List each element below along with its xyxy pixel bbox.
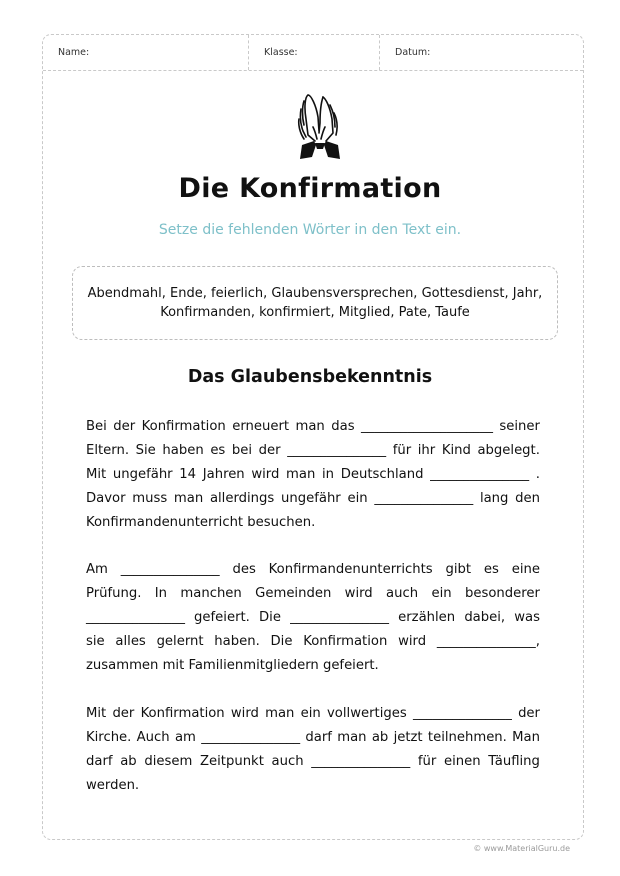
word: eine [511,562,540,577]
word: Konfirmation [141,419,226,434]
blank-field[interactable]: _______________ [201,730,301,745]
word: abgelegt. [477,443,540,458]
text-paragraph [86,415,540,535]
text-line [86,415,540,439]
praying-hands-icon [294,91,346,163]
word: ein [300,706,321,721]
word: In [154,586,168,601]
text-line [86,511,540,535]
word: für [392,443,412,458]
word: besonderer [464,586,540,601]
name-label: Name: [58,47,90,58]
word: Konfirmation [140,706,225,721]
word: ein [347,491,368,506]
word: Kind [441,443,471,458]
word: man [286,467,316,482]
word: seiner [499,419,540,434]
text-line [86,702,540,726]
word: Davor [86,491,126,506]
word: Prüfung. [86,586,142,601]
word: Konfirmation [303,634,388,649]
word: Zeitpunkt [199,754,264,769]
word: zusammen mit Familienmitgliedern gefeiert. [86,658,379,673]
word: manchen [180,586,242,601]
word: ungefähr [281,491,341,506]
word: in [322,467,335,482]
word: Auch [136,730,170,745]
word: wird [251,467,280,482]
date-label: Datum: [395,47,431,58]
word: wird [398,634,427,649]
word: alles [115,634,146,649]
word: Jahren [202,467,245,482]
word: den [515,491,540,506]
word: lang [479,491,509,506]
text-line [86,463,540,487]
blank-field[interactable]: _______________ [120,562,220,577]
word: ein [431,586,452,601]
word: Kirche. [86,730,132,745]
text-line [86,654,540,678]
word: haben [162,443,204,458]
word: man [337,730,367,745]
text-line [86,487,540,511]
word: vollwertiges [327,706,407,721]
blank-field[interactable]: _______________ [311,754,411,769]
word: Gemeinden [255,586,332,601]
section-title: Das Glaubensbekenntnis [187,367,433,387]
header-fields [43,35,583,71]
word: wird [230,706,259,721]
copyright-notice: © www.MaterialGuru.de [473,844,570,853]
text-line [86,726,540,750]
word: Deutschland [340,467,424,482]
blank-field[interactable]: _______________ [374,491,474,506]
word: für [417,754,437,769]
blank-field[interactable]: _______________ [412,706,512,721]
word: . [535,467,540,482]
word: Eltern. [86,443,130,458]
text-line [86,774,540,798]
blank-field[interactable]: _______________ [86,610,185,625]
word: 14 [179,467,197,482]
word: des [232,562,256,577]
word: man [265,706,295,721]
word: am [174,730,196,745]
text-line [86,558,540,582]
date-field[interactable] [380,35,583,70]
word: der [113,419,136,434]
word: der [518,706,540,721]
word: auch [271,754,304,769]
word: ihr [417,443,436,458]
word: ab [371,730,389,745]
word-bank-line: Konfirmanden, konfirmiert, Mitglied, Pate, Taufe [160,305,470,320]
word: darf [86,754,113,769]
blank-field[interactable]: ____________________ [361,419,493,434]
word-bank [72,266,558,340]
word: jetzt [393,730,423,745]
word: Man [512,730,540,745]
word: diesem [144,754,193,769]
word: Die [259,610,281,625]
word: man [295,419,325,434]
name-field[interactable] [43,35,249,70]
word: erzählen [398,610,456,625]
word: einen [443,754,481,769]
word: bei [231,443,253,458]
word: was [514,610,540,625]
blank-field[interactable]: _______________ [290,610,389,625]
word: gibt [445,562,472,577]
word: erneuert [232,419,290,434]
word: Bei [86,419,107,434]
page-title: Die Konfirmation [178,173,442,204]
word: Sie [135,443,156,458]
word: es [210,443,226,458]
blank-field[interactable]: _______________ [430,467,530,482]
word: dabei, [464,610,506,625]
word: gelernt [156,634,204,649]
word: auch [386,586,419,601]
text-line [86,750,540,774]
word: Am [86,562,108,577]
text-line [86,439,540,463]
word: der [112,706,135,721]
class-label: Klasse: [264,47,298,58]
word: das [331,419,355,434]
text-line [86,582,540,606]
word: Konfirmandenunterricht besuchen. [86,515,316,530]
word: haben. [214,634,260,649]
blank-field[interactable]: _______________, [436,634,540,649]
word: werden. [86,778,140,793]
word: ungefähr [112,467,173,482]
class-field[interactable] [249,35,380,70]
word-bank-line: Abendmahl, Ende, feierlich, Glaubensversprechen, Gottesdienst, Jahr, [87,286,543,301]
word: teilnehmen. [427,730,507,745]
word: allerdings [209,491,275,506]
blank-field[interactable]: _______________ [287,443,387,458]
text-line [86,606,540,630]
word: muss [132,491,168,506]
word: man [173,491,204,506]
word: Mit [86,706,107,721]
text-paragraph [86,558,540,678]
word: sie [86,634,105,649]
instruction-text: Setze die fehlenden Wörter in den Text ein. [158,222,462,238]
word: Die [270,634,293,649]
word: es [483,562,499,577]
word-bank-text [88,284,543,322]
word: wird [344,586,373,601]
word: Mit [86,467,107,482]
word: Konfirmandenunterrichts [268,562,433,577]
text-line [86,630,540,654]
word: der [258,443,281,458]
word: gefeiert. [194,610,250,625]
word: ab [120,754,137,769]
text-paragraph [86,702,540,798]
word: darf [305,730,332,745]
word: Täufling [488,754,540,769]
